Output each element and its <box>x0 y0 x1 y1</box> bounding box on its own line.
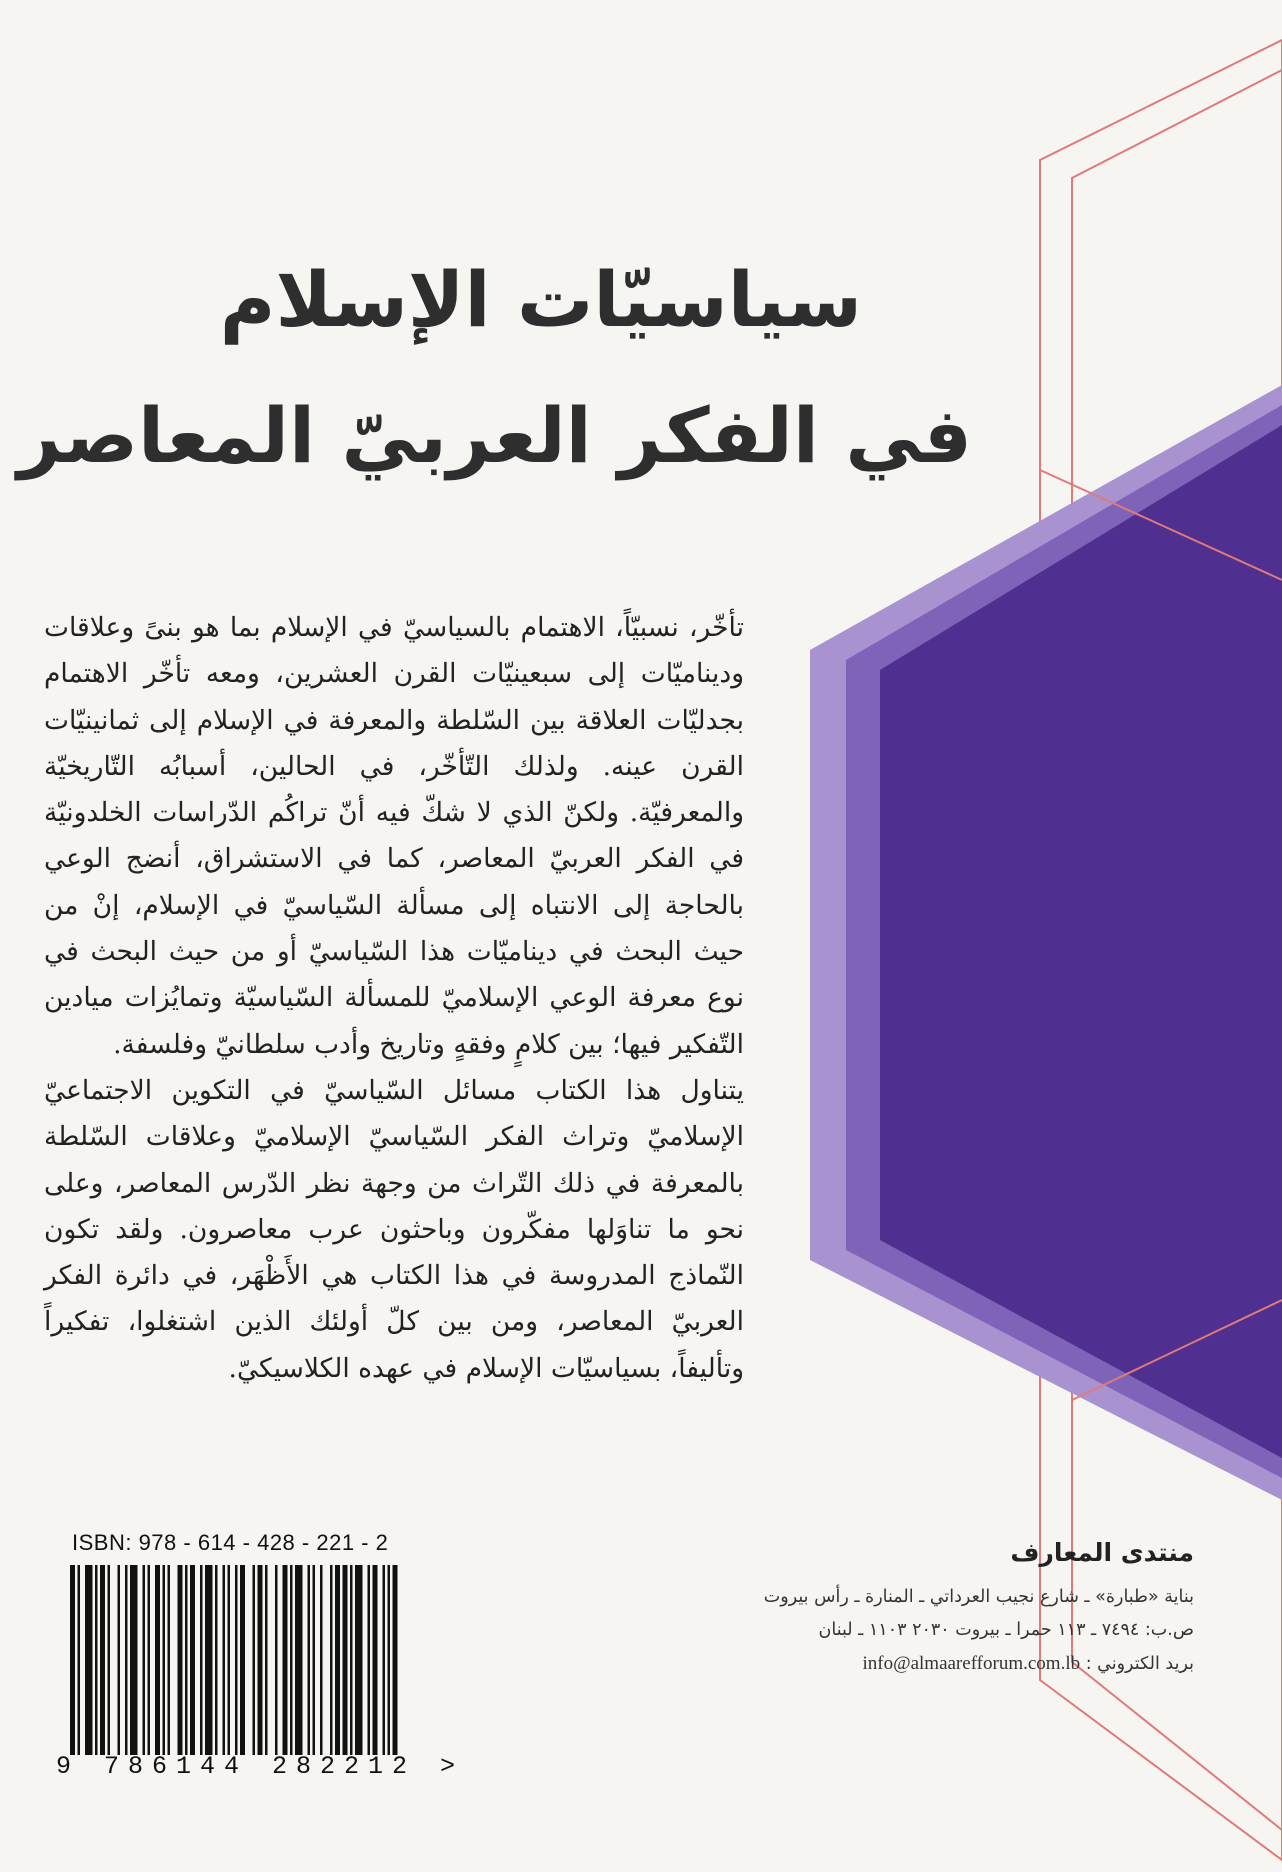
barcode-bar <box>178 1565 183 1755</box>
barcode-bar <box>223 1565 226 1755</box>
barcode-bar <box>313 1565 316 1755</box>
barcode-bar <box>118 1565 121 1755</box>
barcode-bar <box>200 1565 203 1755</box>
barcode-bar <box>215 1565 218 1755</box>
blurb-paragraph-2: يتناول هذا الكتاب مسائل السّياسيّ في التكوين الاجتماعيّ الإسلاميّ وتراث الفكر السّياسيّ الإسلاميّ وعلاقات السّلطة بالمعرفة في ذلك التّراث من وجهة نظر الدّرس المعاصر، وعلى نحو ما تناوَلها مفكّرون وباحثون عرب معاصرون. ولقد تكون النّماذج المدروسة في هذا الكتاب هي الأَظْهَر، في دائرة الفكر العربيّ المعاصر، ومن بين كلّ أولئك الذين اشتغلوا، تفكيراً وتأليفاً، بسياسيّات الإسلام في عهده الكلاسيكيّ. <box>44 1074 744 1384</box>
barcode-bar <box>78 1565 81 1755</box>
isbn-label: ISBN: 978 - 614 - 428 - 221 - 2 <box>72 1530 389 1555</box>
blurb-paragraph-1: تأخّر، نسبيّاً، الاهتمام بالسياسيّ في الإسلام بما هو بنىً وعلاقات وديناميّات إلى سبعينيّات القرن العشرين، ومعه تأخّر الاهتمام بجدليّات العلاقة بين السّلطة والمعرفة في الإسلام إلى ثمانينيّات القرن عينه. ولذلك التّأخّر، في الحالين، أسبابُه التّاريخيّة والمعرفيّة. ولكنّ الذي لا شكّ فيه أنّ تراكُم الدّراسات الخلدونيّة في الفكر العربيّ المعاصر، كما في الاستشراق، أنضج الوعي بالحاجة إلى الانتباه إلى مسألة السّياسيّ في الإسلام، إنْ من حيث البحث في ديناميّات هذا السّياسيّ أو من حيث البحث في نوع معرفة الوعي الإسلاميّ للمسألة السّياسيّة وتمايُزات ميادين التّفكير فيها؛ بين كلامٍ وفقهٍ وتاريخ وأدب سلطانيّ وفلسفة. <box>44 612 744 1060</box>
barcode-bar <box>155 1565 160 1755</box>
barcode-bar <box>228 1565 231 1755</box>
barcode-bar <box>355 1565 363 1755</box>
publisher-name: منتدى المعارف <box>1010 1538 1194 1567</box>
barcode-bar <box>290 1565 293 1755</box>
barcode-bar <box>163 1565 166 1755</box>
barcode-bar <box>95 1565 98 1755</box>
barcode-bar <box>70 1565 75 1755</box>
barcode-bar <box>388 1565 391 1755</box>
barcode-bar <box>125 1565 128 1755</box>
barcode-bar <box>368 1565 371 1755</box>
barcode-bar <box>143 1565 146 1755</box>
barcode-bar <box>85 1565 93 1755</box>
barcode-bar <box>168 1565 171 1755</box>
barcode <box>70 1565 400 1755</box>
barcode-bar <box>343 1565 348 1755</box>
barcode-bar <box>130 1565 138 1755</box>
barcode-bar <box>185 1565 188 1755</box>
publisher-email-line <box>574 1653 1194 1675</box>
barcode-bar <box>253 1565 256 1755</box>
barcode-bar <box>308 1565 311 1755</box>
barcode-bar <box>190 1565 195 1755</box>
barcode-bar <box>100 1565 105 1755</box>
barcode-bar <box>205 1565 213 1755</box>
barcode-bar <box>350 1565 353 1755</box>
barcode-bar <box>240 1565 245 1755</box>
barcode-bar <box>235 1565 238 1755</box>
barcode-bar <box>283 1565 288 1755</box>
publisher-address-line-2: ص.ب: ٧٤٩٤ ـ ١١٣ حمرا ـ بيروت ٢٠٣٠ ١١٠٣ ـ لبنان <box>818 1620 1194 1640</box>
barcode-bar <box>373 1565 378 1755</box>
barcode-bar <box>320 1565 323 1755</box>
back-cover-blurb <box>44 605 744 1392</box>
barcode-bar <box>275 1565 278 1755</box>
barcode-bar <box>383 1565 386 1755</box>
barcode-bar <box>335 1565 340 1755</box>
barcode-bar <box>258 1565 263 1755</box>
publisher-email: info@almaarefforum.com.lb <box>862 1653 1081 1674</box>
barcode-bar <box>265 1565 268 1755</box>
barcode-bar <box>330 1565 333 1755</box>
barcode-bar <box>393 1565 398 1755</box>
barcode-digits: 9 786144 282212 > <box>56 1752 465 1781</box>
book-title-line-1: سياسيّات الإسلام <box>219 255 862 344</box>
publisher-address-line-1: بناية «طبارة» ـ شارع نجيب العرداتي ـ المنارة ـ رأس بيروت <box>763 1587 1194 1607</box>
email-label: بريد الكتروني : <box>1085 1654 1194 1674</box>
barcode-bar <box>148 1565 151 1755</box>
barcode-bar <box>108 1565 111 1755</box>
book-title-line-2: في الفكر العربيّ المعاصر <box>17 391 972 480</box>
barcode-bar <box>295 1565 303 1755</box>
